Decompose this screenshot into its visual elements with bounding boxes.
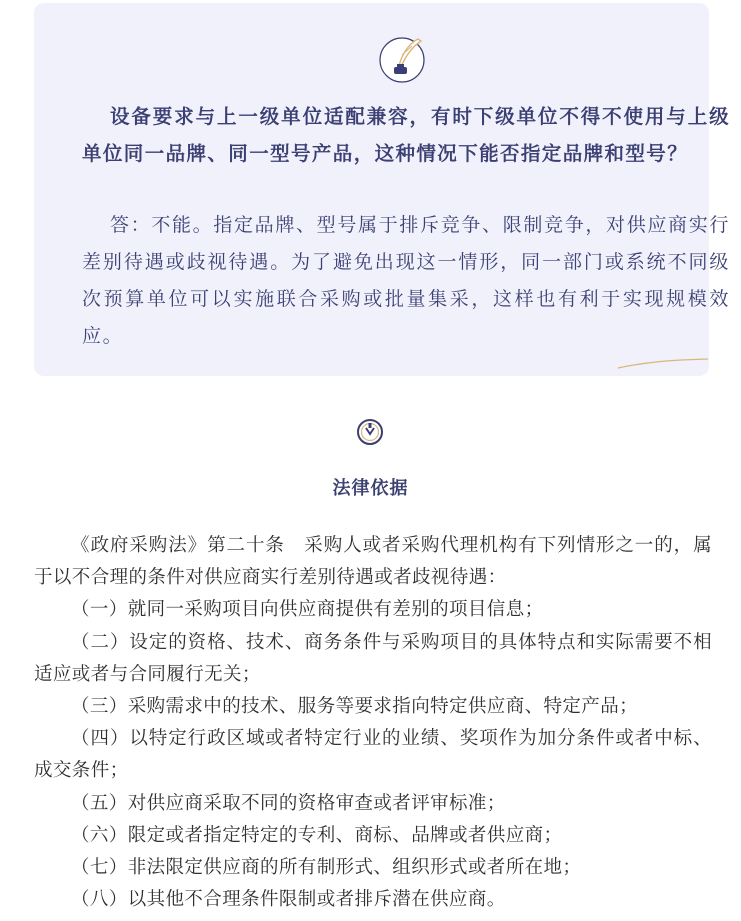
question-text: 设备要求与上一级单位适配兼容，有时下级单位不得不使用与上级单位同一品牌、同一型号产品，这种情况下能否指定品牌和型号？ (82, 105, 730, 165)
law-paragraph: （七）非法限定供应商的所有制形式、组织形式或者所在地； (71, 857, 582, 879)
law-paragraph: （四）以特定行政区域或者特定行业的业绩、奖项作为加分条件或者中标、成交条件； (34, 728, 712, 782)
law-paragraph: （六）限定或者指定特定的专利、商标、品牌或者供应商； (71, 824, 563, 846)
quill-icon (378, 33, 430, 85)
law-paragraph: （三）采购需求中的技术、服务等要求指向特定供应商、特定产品； (71, 696, 639, 718)
section-heading: 法律依据 (332, 478, 409, 499)
qa-card (34, 3, 730, 376)
law-paragraph: 《政府采购法》第二十条 采购人或者采购代理机构有下列情形之一的，属于以不合理的条件对供应商实行差别待遇或者歧视待遇： (34, 535, 712, 589)
answer-text: 答：不能。指定品牌、型号属于排斥竞争、限制竞争，对供应商实行差别待遇或歧视待遇。为了避免出现这一情形，同一部门或系统不同级次预算单位可以实施联合采购或批量集采，这样也有利于实现规模效应。 (82, 214, 730, 347)
law-paragraph: （一）就同一采购项目向供应商提供有差别的项目信息； (71, 599, 544, 621)
law-paragraph: （二）设定的资格、技术、商务条件与采购项目的具体特点和实际需要不相适应或者与合同履行无关； (34, 631, 712, 685)
law-paragraph: （八）以其他不合理条件限制或者排斥潜在供应商。 (71, 889, 506, 911)
law-text (34, 530, 712, 916)
law-paragraph: （五）对供应商采取不同的资格审查或者评审标准； (71, 792, 506, 814)
decorative-curve (616, 356, 710, 372)
ring-icon (356, 418, 384, 446)
